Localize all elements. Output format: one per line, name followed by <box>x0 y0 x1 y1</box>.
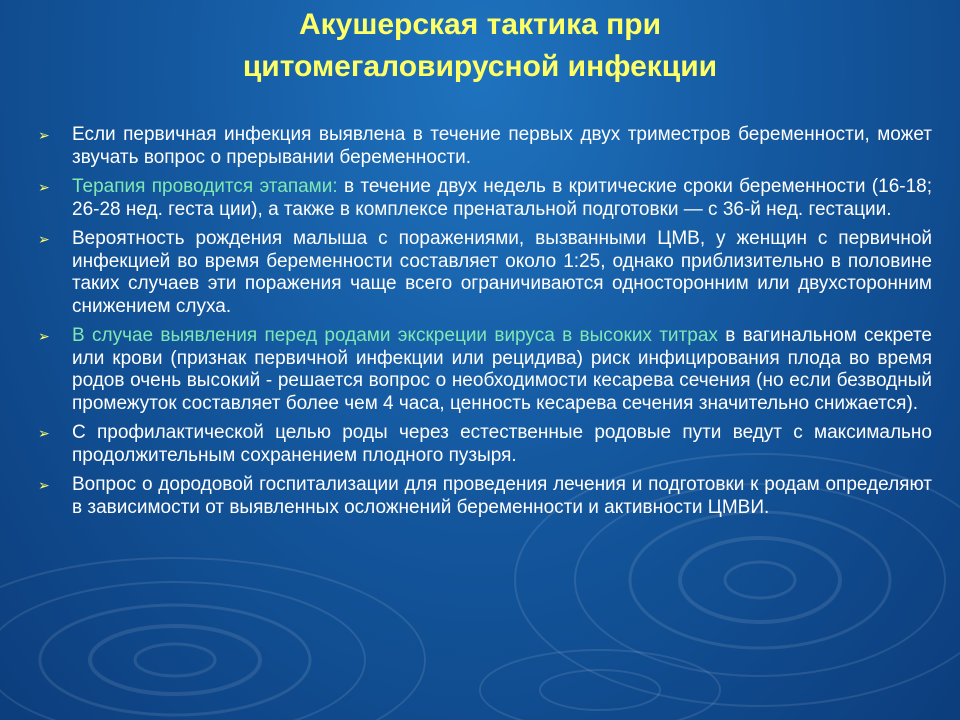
bullet-text: Вероятность рождения малыша с поражениями, вызванными ЦМВ, у женщин с первичной инфекцией во время беременности составляет около 1:25, однако приблизительно в половине таких случаев эти поражения чаще всего ограничиваются односторонним или двухсторонним снижением слуха. <box>72 228 932 317</box>
highlighted-text: Терапия проводится этапами: <box>72 176 338 197</box>
title-line-1: Акушерская тактика при <box>298 8 662 41</box>
bullet-text: В случае выявления перед родами экскреции вируса в высоких титрах в вагинальном секрете или крови (признак первичной инфекции или рецидива) риск инфицирования плода во время родов очень высокий - решается вопрос о необходимости кесарева сечения (но если безводный промежуток составляет более чем 4 часа, ценность кесарева сечения значительно снижается). <box>72 325 932 414</box>
bullet-text: Вопрос о дородовой госпитализации для проведения лечения и подготовки к родам определяют в зависимости от выявленных осложнений беременности и активности ЦМВИ. <box>72 474 932 518</box>
list-item <box>36 124 932 169</box>
title-line-2: цитомегаловирусной инфекции <box>242 50 718 83</box>
list-item <box>36 474 932 519</box>
arrow-bullet-icon: ➢ <box>38 179 50 195</box>
arrow-bullet-icon: ➢ <box>38 231 50 247</box>
arrow-bullet-icon: ➢ <box>38 328 50 344</box>
slide-title <box>0 4 960 88</box>
list-item <box>36 176 932 221</box>
bullet-text: С профилактической целью роды через естественные родовые пути ведут с максимально продолжительным сохранением плодного пузыря. <box>72 422 932 466</box>
arrow-bullet-icon: ➢ <box>38 425 50 441</box>
bullet-text: Терапия проводится этапами: в течение двух недель в критические сроки беременности (16-18; 26-28 нед. геста ции), а также в комплексе пренатальной подготовки — с 36-й нед. гестации. <box>72 176 933 220</box>
highlighted-text: В случае выявления перед родами экскреции вируса в высоких титрах <box>72 325 718 346</box>
list-item <box>36 422 932 467</box>
list-item <box>36 325 932 415</box>
arrow-bullet-icon: ➢ <box>38 477 50 493</box>
bullet-text: Если первичная инфекция выявлена в течение первых двух триместров беременности, может звучать вопрос о прерывании беременности. <box>72 124 932 168</box>
bullet-list <box>36 124 932 526</box>
list-item <box>36 228 932 318</box>
arrow-bullet-icon: ➢ <box>38 127 50 143</box>
